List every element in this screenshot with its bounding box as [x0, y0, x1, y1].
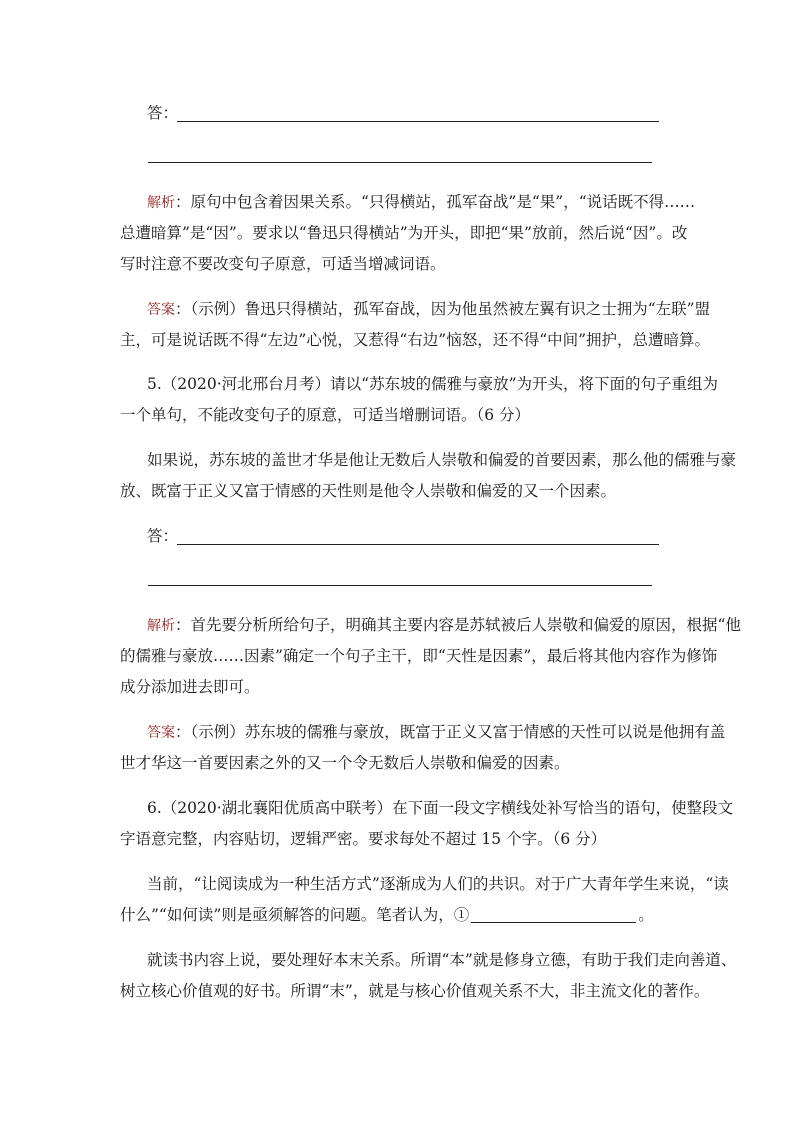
- question-6-passage: 什么”“如何读”则是亟须解答的问题。笔者认为，① 。: [120, 906, 654, 924]
- analysis-label: 解析: [147, 618, 175, 634]
- question-6-passage: 树立核心价值观的好书。所谓“末”，就是与核心价值观关系不大，非主流文化的著作。: [120, 982, 710, 1000]
- question-6-passage: 就读书内容上说，要处理好本末关系。所谓“本”就是修身立德，有助于我们走向善道、: [147, 951, 737, 969]
- question-5-stem: 5.（2020·河北邢台月考）请以“苏东坡的儒雅与豪放”为开头，将下面的句子重组为: [147, 375, 719, 393]
- answer-key-label: 答案: [147, 302, 175, 318]
- analysis-line: 解析：首先要分析所给句子，明确其主要内容是苏轼被后人崇敬和偏爱的原因，根据“他: [147, 616, 741, 634]
- answer-key-line: 答案：（示例）鲁迅只得横站，孤军奋战，因为他虽然被左翼有识之士拥为“左联”盟: [147, 300, 711, 318]
- analysis-line: 总遭暗算”是“因”。要求以“鲁迅只得横站”为开头，即把“果”放前，然后说“因”。改: [120, 224, 688, 242]
- analysis-label: 解析: [147, 195, 175, 211]
- analysis-line: 成分添加进去即可。: [120, 678, 260, 696]
- question-5-stem: 一个单句，不能改变句子的原意，可适当增删词语。（6 分）: [120, 406, 531, 424]
- answer-label: 答：: [147, 104, 179, 122]
- answer-key-line: 主，可是说话既不得“左边”心悦，又惹得“右边”恼怒，还不得“中间”拥护，总遭暗算。: [120, 331, 711, 349]
- answer-blank-line[interactable]: [148, 162, 652, 163]
- answer-underline: [177, 121, 659, 122]
- question-5-passage: 如果说，苏东坡的盖世才华是他让无数后人崇敬和偏爱的首要因素，那么他的儒雅与豪: [147, 451, 737, 469]
- question-5-passage: 放、既富于正义又富于情感的天性则是他令人崇敬和偏爱的又一个因素。: [120, 482, 617, 500]
- answer-key-label: 答案: [147, 725, 175, 741]
- analysis-line: 写时注意不要改变句子原意，可适当增减词语。: [120, 255, 446, 273]
- answer-key-line: 世才华这一首要因素之外的又一个令无数后人崇敬和偏爱的因素。: [120, 754, 570, 772]
- answer-label: 答：: [147, 527, 179, 545]
- answer-line-q4[interactable]: [147, 102, 667, 124]
- answer-blank-line[interactable]: [148, 585, 652, 586]
- answer-key-line: 答案：（示例）苏东坡的儒雅与豪放，既富于正义又富于情感的天性可以说是他拥有盖: [147, 723, 726, 741]
- fill-in-blank-1[interactable]: [471, 906, 636, 923]
- question-6-stem: 字语意完整，内容贴切，逻辑严密。要求每处不超过 15 个字。（6 分）: [120, 830, 607, 848]
- answer-underline: [177, 544, 659, 545]
- question-6-passage: 当前，“让阅读成为一种生活方式”逐渐成为人们的共识。对于广大青年学生来说，“读: [147, 875, 729, 893]
- analysis-line: 解析：原句中包含着因果关系。“只得横站，孤军奋战”是“果”，“说话既不得……: [147, 193, 696, 211]
- analysis-line: 的儒雅与豪放……因素”确定一个句子主干，即“天性是因素”，最后将其他内容作为修饰: [120, 647, 718, 665]
- answer-line-q5[interactable]: [147, 525, 667, 547]
- question-6-stem: 6.（2020·湖北襄阳优质高中联考）在下面一段文字横线处补写恰当的语句，使整段文: [147, 799, 734, 817]
